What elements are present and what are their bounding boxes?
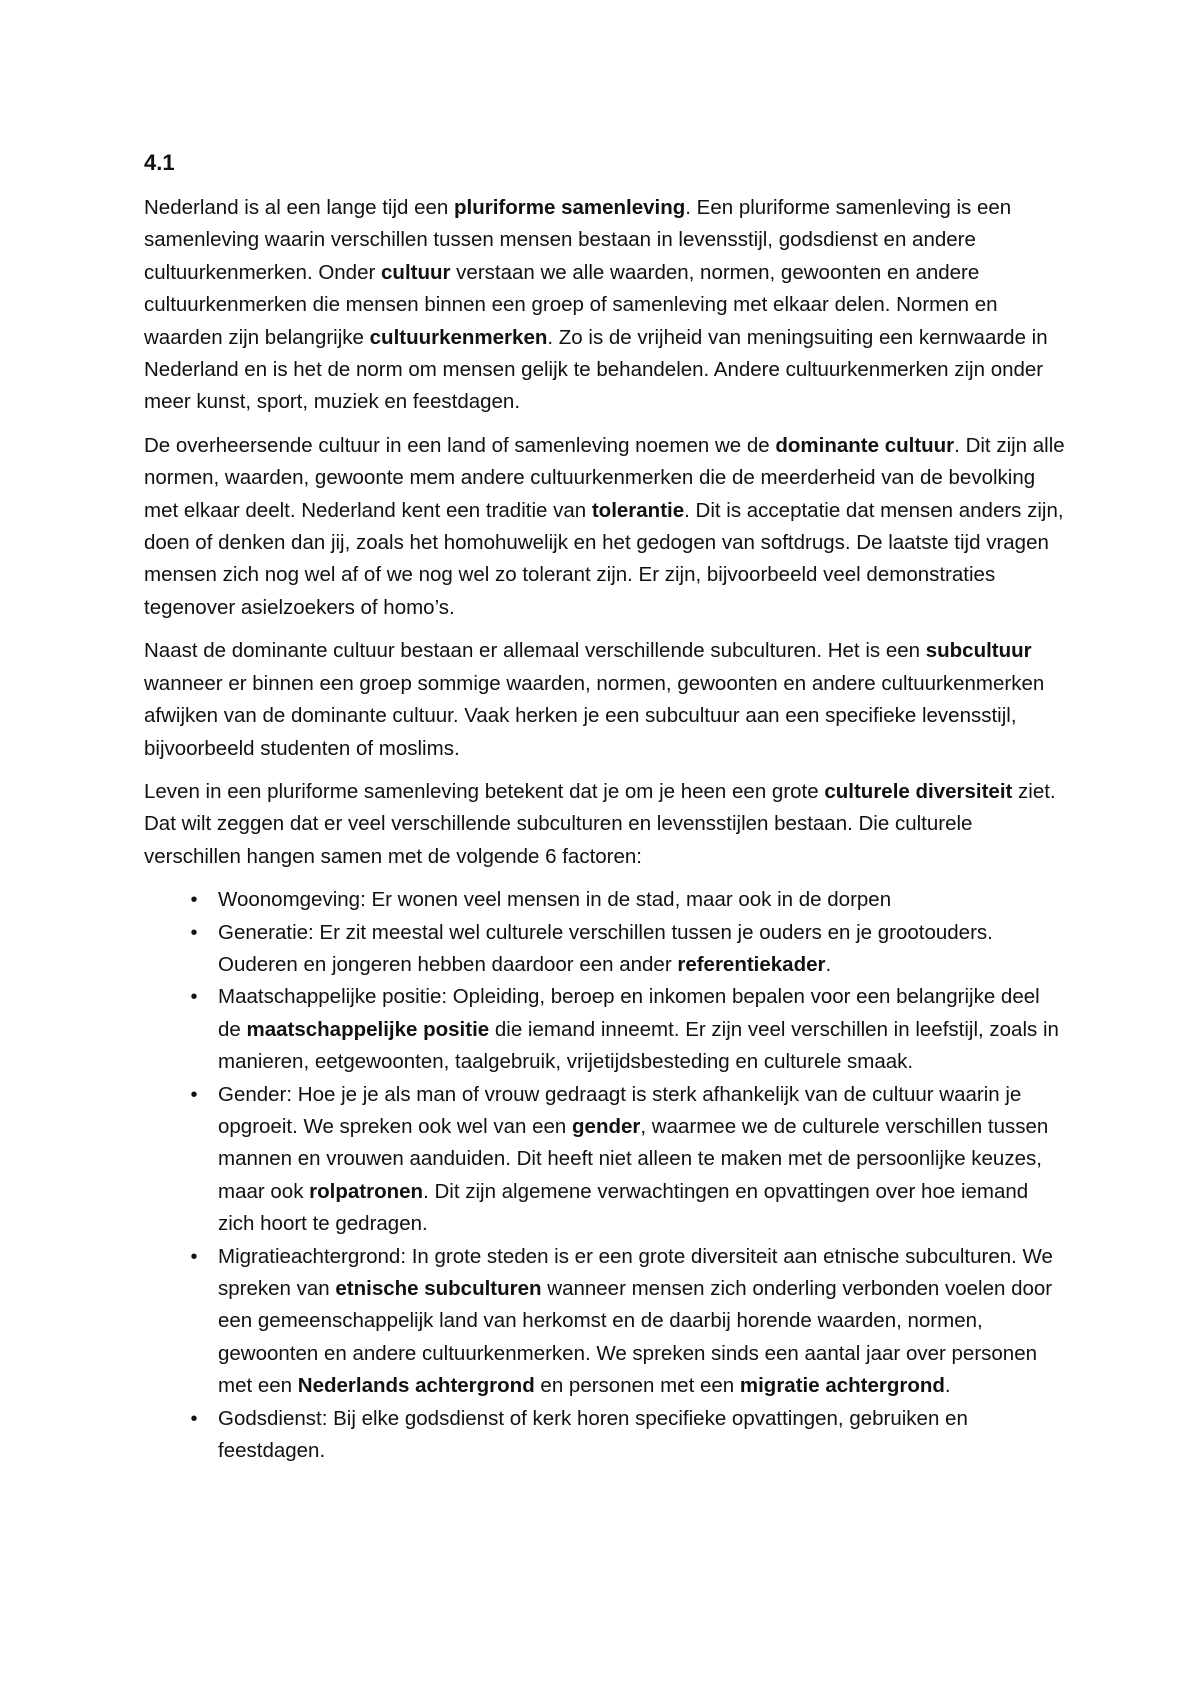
bullet-icon: •	[190, 1083, 198, 1106]
bold-term: Nederlands achtergrond	[297, 1374, 535, 1398]
list-item-migratieachtergrond	[144, 1241, 1066, 1403]
text-run: , waarmee we de culturele verschillen tussen mannen en vrouwen aanduiden. Dit heeft niet alleen te maken met de persoonlijke keuzes, maar ook	[218, 1114, 1049, 1203]
text-run: . Dit zijn alle normen, waarden, gewoonte mem andere cultuurkenmerken die de meerderheid van de bevolking met elkaar deelt. Nederland kent een traditie van	[144, 433, 1065, 522]
bold-term: maatschappelijke positie	[246, 1017, 490, 1041]
text-run: Woonomgeving: Er wonen veel mensen in de stad, maar ook in de dorpen	[218, 888, 892, 912]
bold-term: dominante cultuur	[775, 433, 955, 457]
bold-term: cultuurkenmerken	[369, 325, 548, 349]
text-run: . Dit is acceptatie dat mensen anders zijn, doen of denken dan jij, zoals het homohuwelijk en het gedogen van softdrugs. De laatste tijd vragen mensen zich nog wel af of we nog wel zo tolerant zijn. Er zijn, bijvoorbeeld veel demonstraties tegenover asielzoekers of homo’s.	[144, 498, 1064, 619]
section-heading: 4.1	[144, 150, 175, 175]
text-run: Gender: Hoe je je als man of vrouw gedraagt is sterk afhankelijk van de cultuur waarin je opgroeit. We spreken ook wel van een	[218, 1082, 1022, 1138]
paragraph-subcultuur	[144, 635, 1066, 765]
text-run: .	[825, 952, 832, 976]
list-item-text	[218, 1083, 1048, 1236]
list-item-text	[218, 1245, 1053, 1398]
text-run: Maatschappelijke positie: Opleiding, beroep en inkomen bepalen voor een belangrijke deel de	[218, 985, 1040, 1041]
paragraph-dominante-cultuur	[144, 430, 1066, 624]
text-run: wanneer mensen zich onderling verbonden voelen door een gemeenschappelijk land van herkomst en de daarbij horende waarden, normen, gewoonten en andere cultuurkenmerken. We spreken sinds een aantal jaar over personen met een	[218, 1277, 1053, 1398]
text-run: Leven in een pluriforme samenleving betekent dat je om je heen een grote	[144, 779, 825, 803]
bullet-icon: •	[190, 921, 198, 944]
text-run: .	[944, 1374, 951, 1398]
factors-list	[144, 884, 1066, 1467]
bold-term: culturele diversiteit	[824, 779, 1013, 803]
list-item-woonomgeving	[144, 884, 1066, 916]
text-run: verstaan we alle waarden, normen, gewoonten en andere cultuurkenmerken die mensen binnen een groep of samenleving met elkaar delen. Normen en waarden zijn belangrijke	[144, 260, 998, 349]
bold-term: pluriforme samenleving	[454, 196, 686, 219]
list-item-gender	[144, 1079, 1066, 1241]
text-run: en personen met een	[534, 1374, 740, 1398]
text-run: Migratieachtergrond: In grote steden is er een grote diversiteit aan etnische subculturen. We spreken van	[218, 1244, 1053, 1300]
bold-term: cultuur	[381, 260, 451, 284]
list-item-text	[218, 921, 993, 976]
text-run: De overheersende cultuur in een land of samenleving noemen we de	[144, 433, 776, 457]
bullet-icon: •	[190, 1245, 198, 1268]
bold-term: tolerantie	[591, 498, 685, 522]
bold-term: subcultuur	[925, 639, 1032, 663]
bold-term: migratie achtergrond	[739, 1374, 945, 1398]
list-item-maatschappelijke-positie	[144, 981, 1066, 1078]
bold-term: gender	[572, 1114, 641, 1138]
bold-term: referentiekader	[677, 952, 826, 976]
bold-term: rolpatronen	[309, 1179, 424, 1203]
text-run: wanneer er binnen een groep sommige waarden, normen, gewoonten en andere cultuurkenmerken afwijken van de dominante cultuur. Vaak herken je een subcultuur aan een specifieke levensstijl, bijvoorbeeld studenten of moslims.	[144, 671, 1045, 760]
text-run: Godsdienst: Bij elke godsdienst of kerk horen specifieke opvattingen, gebruiken en feestdagen.	[218, 1406, 968, 1463]
list-item-generatie	[144, 917, 1066, 982]
list-item-text	[218, 888, 891, 911]
bold-term: etnische subculturen	[335, 1277, 542, 1300]
text-run: Nederland is al een lange tijd een	[144, 196, 454, 219]
text-run: Generatie: Er zit meestal wel culturele verschillen tussen je ouders en je grootouders. Ouderen en jongeren hebben daardoor een ander	[218, 920, 993, 976]
text-run: Naast de dominante cultuur bestaan er allemaal verschillende subculturen. Het is een	[144, 639, 926, 663]
bullet-icon: •	[190, 1407, 198, 1430]
list-item-text	[218, 1407, 968, 1462]
text-run: die iemand inneemt. Er zijn veel verschillen in leefstijl, zoals in manieren, eetgewoonten, taalgebruik, vrijetijdsbesteding en culturele smaak.	[218, 1017, 1059, 1074]
bullet-icon: •	[190, 889, 198, 912]
text-run: . Een pluriforme samenleving is een samenleving waarin verschillen tussen mensen bestaan in levensstijl, godsdienst en andere cultuurkenmerken. Onder	[144, 196, 1012, 284]
document-page	[144, 150, 1066, 1467]
text-run: . Dit zijn algemene verwachtingen en opvattingen over hoe iemand zich hoort te gedragen.	[218, 1179, 1029, 1236]
bullet-icon: •	[190, 986, 198, 1009]
paragraph-culturele-diversiteit	[144, 776, 1066, 873]
paragraph-pluriforme	[144, 192, 1066, 419]
text-run: ziet. Dat wilt zeggen dat er veel verschillende subculturen en levensstijlen bestaan. Die culturele verschillen hangen samen met de volgende 6 factoren:	[144, 779, 1056, 868]
paragraphs-container	[144, 192, 1066, 873]
list-item-text	[218, 985, 1059, 1073]
text-run: . Zo is de vrijheid van meningsuiting een kernwaarde in Nederland en is het de norm om mensen gelijk te behandelen. Andere cultuurkenmerken zijn onder meer kunst, sport, muziek en feestdagen.	[144, 325, 1048, 414]
list-item-godsdienst	[144, 1403, 1066, 1468]
